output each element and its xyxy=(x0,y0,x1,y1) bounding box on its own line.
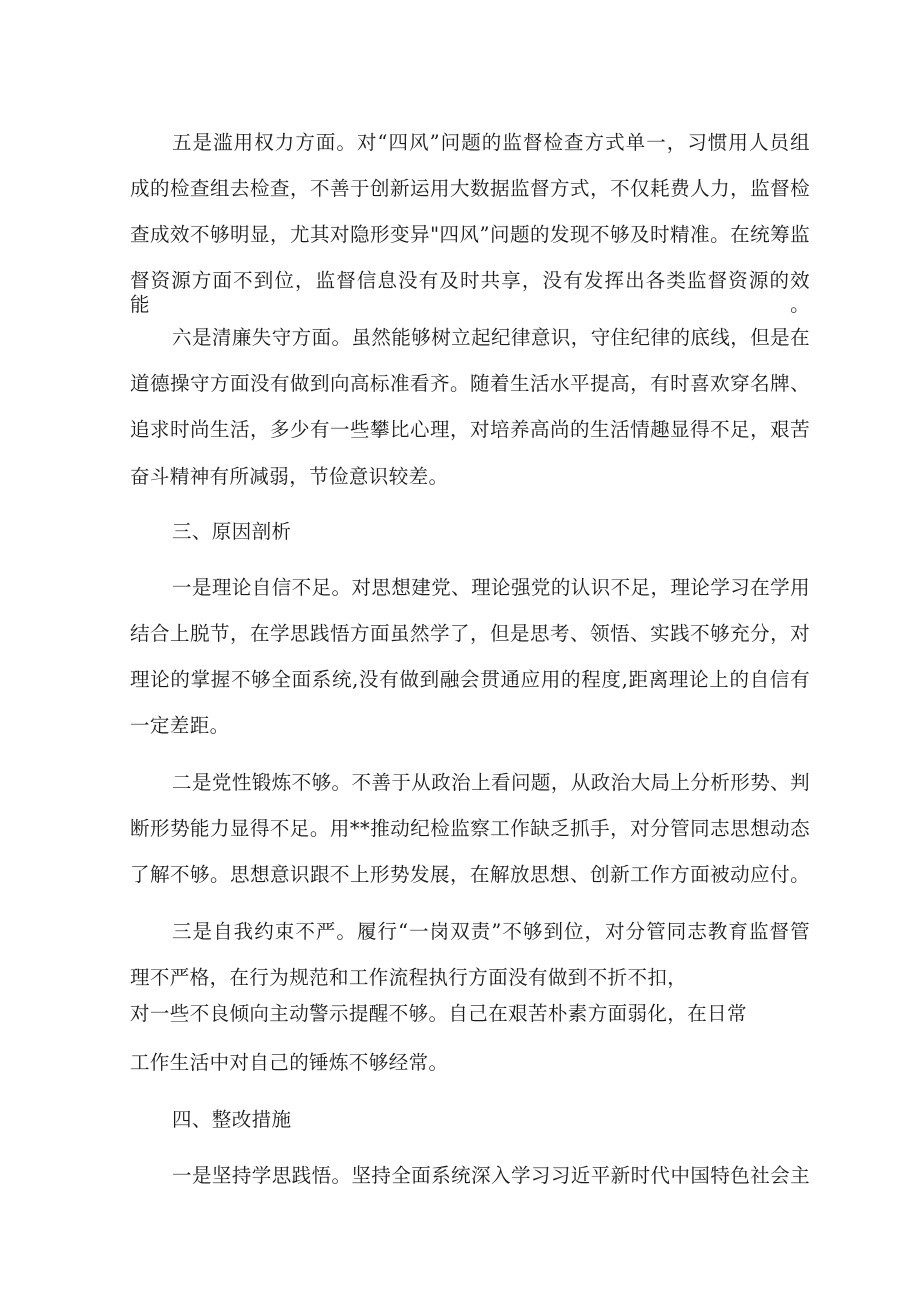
paragraph-line: 对一些不良倾向主动警示提醒不够。自己在艰苦朴素方面弱化，在日常 xyxy=(130,1002,747,1025)
paragraph-line: 一是理论自信不足。对思想建党、理论强党的认识不足，理论学习在学用 xyxy=(172,576,810,599)
paragraph-line: 查成效不够明显，尤其对隐形变异"四风”问题的发现不够及时精准。在统筹监 xyxy=(130,223,810,246)
paragraph-line: 结合上脱节，在学思践悟方面虽然学了，但是思考、领悟、实践不够充分，对 xyxy=(130,622,810,645)
section-heading: 四、整改措施 xyxy=(172,1108,292,1131)
paragraph-line: 断形势能力显得不足。用**推动纪检监察工作缺乏抓手，对分管同志思想动态 xyxy=(130,817,810,840)
paragraph-line: 五是滥用权力方面。对“四风”问题的监督检查方式单一，习惯用人员组 xyxy=(172,131,810,154)
paragraph-line: 奋斗精神有所减弱，节俭意识较差。 xyxy=(130,465,449,488)
paragraph-line: 二是党性锻炼不够。不善于从政治上看问题，从政治大局上分析形势、判 xyxy=(172,771,810,794)
paragraph-line: 了解不够。思想意识跟不上形势发展，在解放思想、创新工作方面被动应付。 xyxy=(130,863,810,886)
paragraph-line: 一是坚持学思践悟。坚持全面系统深入学习习近平新时代中国特色社会主 xyxy=(172,1164,810,1187)
paragraph-line: 三是自我约束不严。履行“一岗双责”不够到位，对分管同志教育监督管 xyxy=(172,920,810,943)
paragraph-line: 成的检查组去检查，不善于创新运用大数据监督方式，不仅耗费人力，监督检 xyxy=(130,177,810,200)
paragraph-line: 一定差距。 xyxy=(130,714,230,737)
paragraph-line: 追求时尚生活，多少有一些攀比心理，对培养高尚的生活情趣显得不足，艰苦 xyxy=(130,418,810,441)
paragraph-line: 理不严格，在行为规范和工作流程执行方面没有做到不折不扣， xyxy=(130,966,688,989)
paragraph-line: 工作生活中对自己的锤炼不够经常。 xyxy=(130,1051,449,1074)
paragraph-line: 理论的掌握不够全面系统,没有做到融会贯通应用的程度,距离理论上的自信有 xyxy=(130,668,810,691)
paragraph-line: 六是清廉失守方面。虽然能够树立起纪律意识，守住纪律的底线，但是在 xyxy=(172,326,810,349)
paragraph-line: 督资源方面不到位，监督信息没有及时共享，没有发挥出各类监督资源的效能。 xyxy=(130,269,810,316)
paragraph-line: 道德操守方面没有做到向高标准看齐。随着生活水平提高，有时喜欢穿名牌、 xyxy=(130,372,810,395)
section-heading: 三、原因剖析 xyxy=(172,520,292,543)
